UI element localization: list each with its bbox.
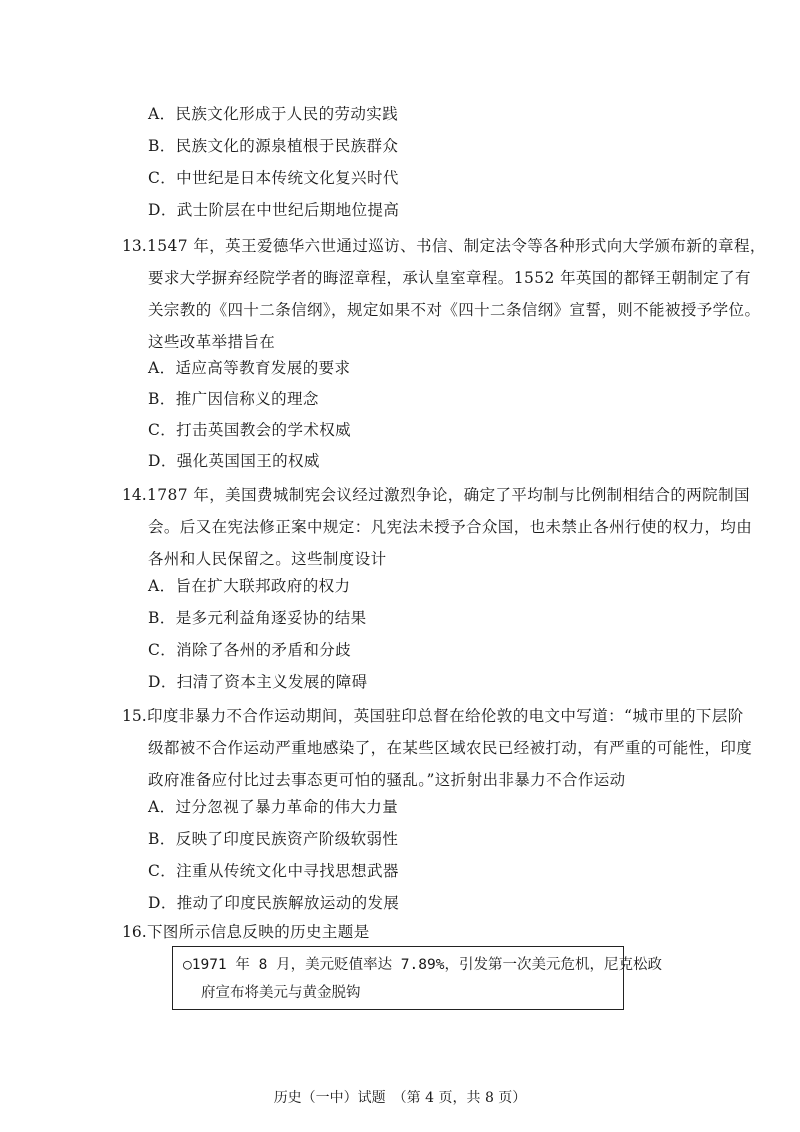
q15-option-c: C．注重从传统文化中寻找思想武器 xyxy=(148,862,399,880)
q15-number: 15. xyxy=(122,707,147,725)
q12-option-c: C．中世纪是日本传统文化复兴时代 xyxy=(148,169,399,187)
q16-box-line: 府宣布将美元与黄金脱钩 xyxy=(201,985,361,1001)
q14-option-a: A．旨在扩大联邦政府的权力 xyxy=(148,577,351,595)
q15-option-d: D．推动了印度民族解放运动的发展 xyxy=(148,894,400,912)
q16-box-line: ○1971 年 8 月，美元贬值率达 7.89%，引发第一次美元危机，尼克松政 xyxy=(183,957,662,973)
q13-number: 13. xyxy=(122,237,147,255)
q14-option-c: C．消除了各州的矛盾和分歧 xyxy=(148,641,352,659)
q15-stem-line: 政府准备应付比过去事态更可怕的骚乱。”这折射出非暴力不合作运动 xyxy=(148,771,626,789)
q15-stem-line: 级都被不合作运动严重地感染了，在某些区域农民已经被打动，有严重的可能性，印度 xyxy=(148,739,753,757)
q16-number: 16. xyxy=(122,923,147,941)
q14-option-b: B．是多元利益角逐妥协的结果 xyxy=(148,609,367,627)
q16-info-box xyxy=(172,946,662,1010)
q13-stem-line: 这些改革举措旨在 xyxy=(148,333,276,351)
q15-option-a: A．过分忽视了暴力革命的伟大力量 xyxy=(148,798,399,816)
q14-number: 14. xyxy=(122,486,147,504)
q13-option-a: A．适应高等教育发展的要求 xyxy=(148,359,351,377)
q15-option-b: B．反映了印度民族资产阶级软弱性 xyxy=(148,830,399,848)
q14-option-d: D．扫清了资本主义发展的障碍 xyxy=(148,673,368,691)
q14-stem-line: 各州和人民保留之。这些制度设计 xyxy=(148,550,387,568)
q12-option-a: A．民族文化形成于人民的劳动实践 xyxy=(148,105,399,123)
q14-stem-line: 1787 年，美国费城制宪会议经过激烈争论，确定了平均制与比例制相结合的两院制国 xyxy=(147,486,750,504)
q14-stem-line: 会。后又在宪法修正案中规定：凡宪法未授予合众国，也未禁止各州行使的权力，均由 xyxy=(148,518,753,536)
q13-option-d: D．强化英国国王的权威 xyxy=(148,452,320,470)
q13-option-c: C．打击英国教会的学术权威 xyxy=(148,421,352,439)
q13-option-b: B．推广因信称义的理念 xyxy=(148,390,319,408)
q12-option-b: B．民族文化的源泉植根于民族群众 xyxy=(148,137,399,155)
page-footer: 历史（一中）试题 （第 4 页，共 8 页） xyxy=(273,1090,527,1106)
q16-stem: 下图所示信息反映的历史主题是 xyxy=(147,923,370,941)
q15-stem-line: 印度非暴力不合作运动期间，英国驻印总督在给伦敦的电文中写道：“城市里的下层阶 xyxy=(147,707,744,725)
q12-option-d: D．武士阶层在中世纪后期地位提高 xyxy=(148,201,400,219)
q13-stem-line: 要求大学摒弃经院学者的晦涩章程，承认皇室章程。1552 年英国的都铎王朝制定了有 xyxy=(148,269,751,287)
q13-stem-line: 1547 年，英王爱德华六世通过巡访、书信、制定法令等各种形式向大学颁布新的章程， xyxy=(147,237,766,255)
q13-stem-line: 关宗教的《四十二条信纲》，规定如果不对《四十二条信纲》宣誓，则不能被授予学位。 xyxy=(148,301,761,319)
